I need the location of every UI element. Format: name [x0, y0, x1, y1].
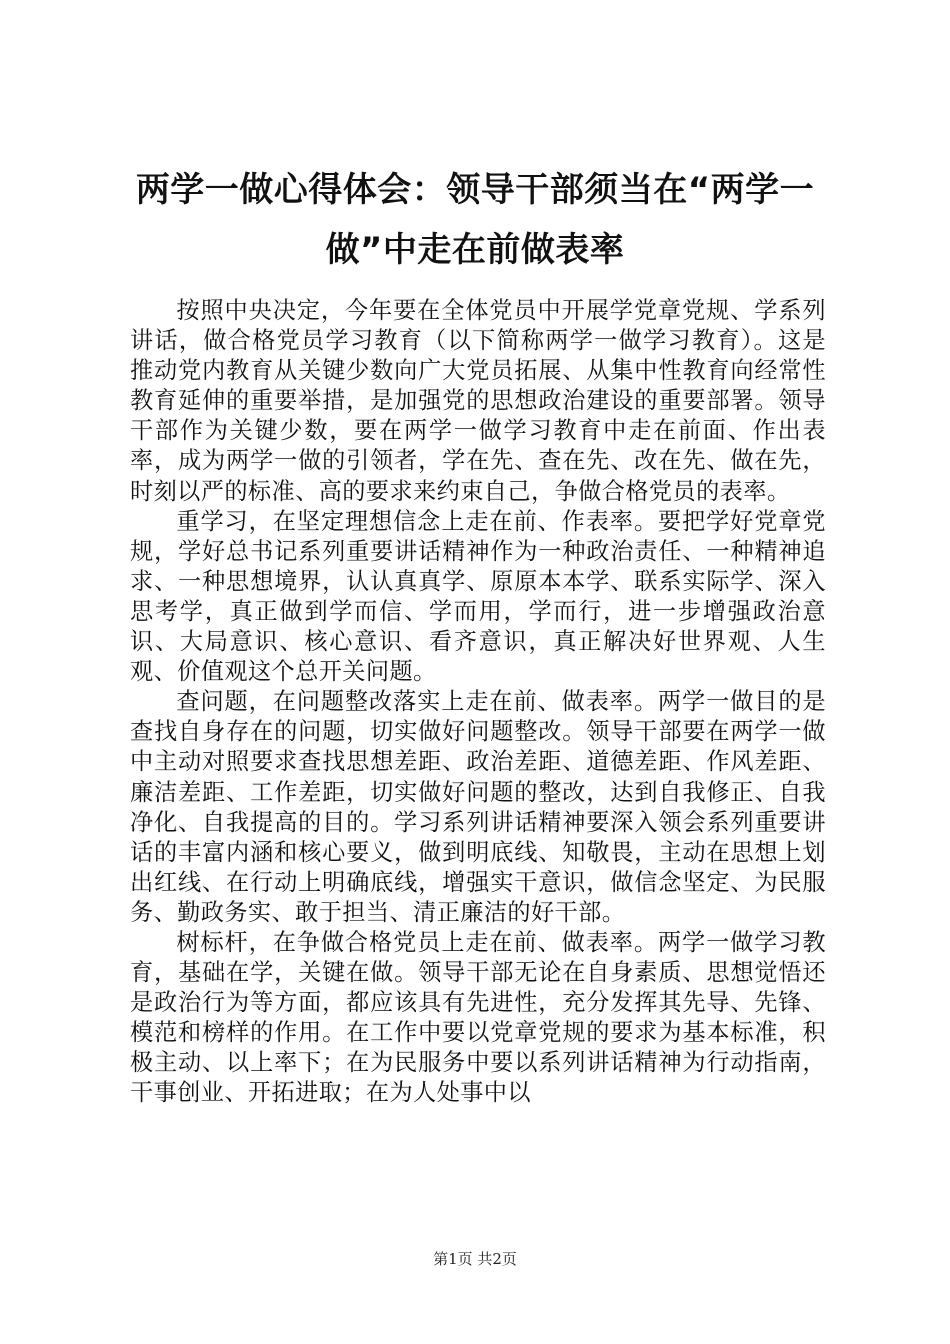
- body-paragraph-3: 查问题，在问题整改落实上走在前、做表率。两学一做目的是查找自身存在的问题，切实做好问题整改。领导干部要在两学一做中主动对照要求查找思想差距、政治差距、道德差距、作风差距、廉洁差距、工作差距，切实做好问题的整改，达到自我修正、自我净化、自我提高的目的。学习系列讲话精神要深入领会系列重要讲话的丰富内涵和核心要义，做到明底线、知敬畏，主动在思想上划出红线、在行动上明确底线，增强实干意识，做信念坚定、为民服务、勤政务实、敢于担当、清正廉洁的好干部。: [130, 688, 826, 926]
- document-title-line-2: 做”中走在前做表率: [325, 230, 625, 270]
- page-footer: 第1页 共2页: [433, 1250, 517, 1268]
- document-title: [112, 160, 838, 280]
- body-paragraph-4: 树标杆，在争做合格党员上走在前、做表率。两学一做学习教育，基础在学，关键在做。领导干部无论在自身素质、思想觉悟还是政治行为等方面，都应该具有先进性，充分发挥其先导、先锋、模范和榜样的作用。在工作中要以党章党规的要求为基本标准，积极主动、以上率下；在为民服务中要以系列讲话精神为行动指南，干事创业、开拓进取；在为人处事中以: [130, 928, 826, 1107]
- body-paragraph-1: 按照中央决定，今年要在全体党员中开展学党章党规、学系列讲话，做合格党员学习教育（以下简称两学一做学习教育）。这是推动党内教育从关键少数向广大党员拓展、从集中性教育向经常性教育延伸的重要举措，是加强党的思想政治建设的重要部署。领导干部作为关键少数，要在两学一做学习教育中走在前面、作出表率，成为两学一做的引领者，学在先、查在先、改在先、做在先，时刻以严的标准、高的要求来约束自己，争做合格党员的表率。: [130, 297, 826, 505]
- document-body: [130, 296, 826, 1109]
- body-paragraph-2: 重学习，在坚定理想信念上走在前、作表率。要把学好党章党规，学好总书记系列重要讲话精神作为一种政治责任、一种精神追求、一种思想境界，认认真真学、原原本本学、联系实际学、深入思考学，真正做到学而信、学而用，学而行，进一步增强政治意识、大局意识、核心意识、看齐意识，真正解决好世界观、人生观、价值观这个总开关问题。: [130, 507, 826, 686]
- document-title-line-1: 两学一做心得体会：领导干部须当在“两学一: [135, 170, 815, 210]
